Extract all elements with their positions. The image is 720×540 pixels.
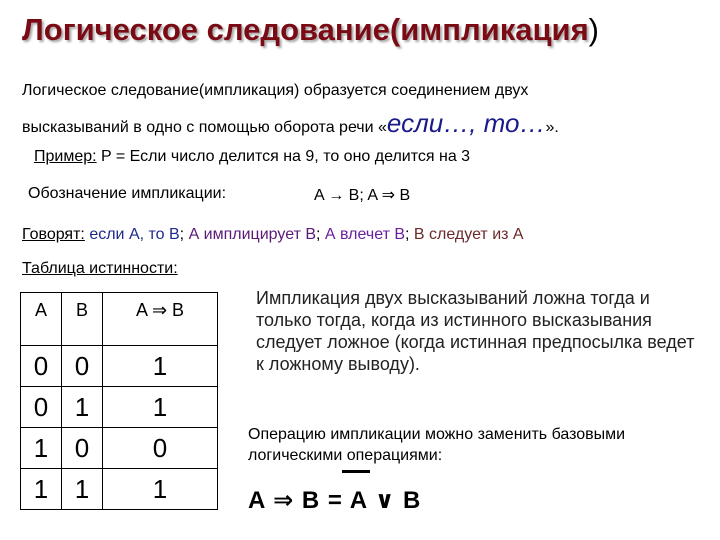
table-row xyxy=(21,387,218,428)
saying-1: если А, то В xyxy=(84,226,180,243)
implication-description: Импликация двух высказываний ложна тогда и только тогда, когда из истинного высказывания следует ложное (когда истинная предпосылка ведет к ложному выводу). xyxy=(256,288,695,374)
saying-sep-2: ; xyxy=(316,226,325,243)
example-line xyxy=(34,148,470,166)
intro-phrase: если…, то… xyxy=(386,108,546,138)
cell-b: 1 xyxy=(62,387,103,428)
negation-bar xyxy=(342,470,370,473)
intro-prefix: высказываний в одно с помощью оборота речи « xyxy=(22,119,387,136)
header-b: B xyxy=(62,293,103,346)
cell-b: 0 xyxy=(62,346,103,387)
cell-b: 0 xyxy=(62,428,103,469)
formula-mid: B = A xyxy=(301,487,368,514)
saying-4: В следует из А xyxy=(413,226,524,243)
intro-line-1: Логическое следование(импликация) образуется соединением двух xyxy=(22,82,529,99)
cell-result: 1 xyxy=(103,346,218,387)
cell-a: 1 xyxy=(21,469,62,510)
sayings-line xyxy=(22,226,524,244)
formula xyxy=(248,486,421,515)
sayings-label: Говорят: xyxy=(22,226,85,243)
truth-table xyxy=(20,292,218,510)
implies-symbol: ⇒ xyxy=(273,487,295,514)
header-a-implies-b: A ⇒ B xyxy=(103,293,218,346)
notation-value: A → B; A ⇒ B xyxy=(314,187,411,204)
title-main: Логическое следование(импликация xyxy=(22,12,589,47)
formula-left: A xyxy=(248,487,266,514)
truth-table-header xyxy=(21,293,218,346)
saying-2: А имплицирует В xyxy=(188,226,317,243)
table-row xyxy=(21,346,218,387)
cell-a: 1 xyxy=(21,428,62,469)
cell-a: 0 xyxy=(21,346,62,387)
intro-suffix: ». xyxy=(545,119,559,136)
cell-a: 0 xyxy=(21,387,62,428)
intro-line-2 xyxy=(22,108,559,139)
title-paren: ) xyxy=(588,12,599,47)
cell-result: 1 xyxy=(103,387,218,428)
or-symbol: ∨ xyxy=(374,487,396,514)
header-a: A xyxy=(21,293,62,346)
cell-result: 0 xyxy=(103,428,218,469)
example-label: Пример: xyxy=(34,148,97,165)
cell-b: 1 xyxy=(62,469,103,510)
truth-table-label: Таблица истинности: xyxy=(22,260,178,277)
notation-label: Обозначение импликации: xyxy=(28,185,227,202)
formula-right: B xyxy=(402,487,422,514)
saying-sep-3: ; xyxy=(405,226,414,243)
example-text: P = Если число делится на 9, то оно делится на 3 xyxy=(96,148,471,165)
replace-note: Операцию импликации можно заменить базовыми логическими операциями: xyxy=(248,426,626,464)
table-row xyxy=(21,469,218,510)
cell-result: 1 xyxy=(103,469,218,510)
saying-sep-1: ; xyxy=(179,226,189,243)
table-row xyxy=(21,428,218,469)
page-title xyxy=(22,12,599,48)
saying-3: А влечет В xyxy=(324,226,406,243)
